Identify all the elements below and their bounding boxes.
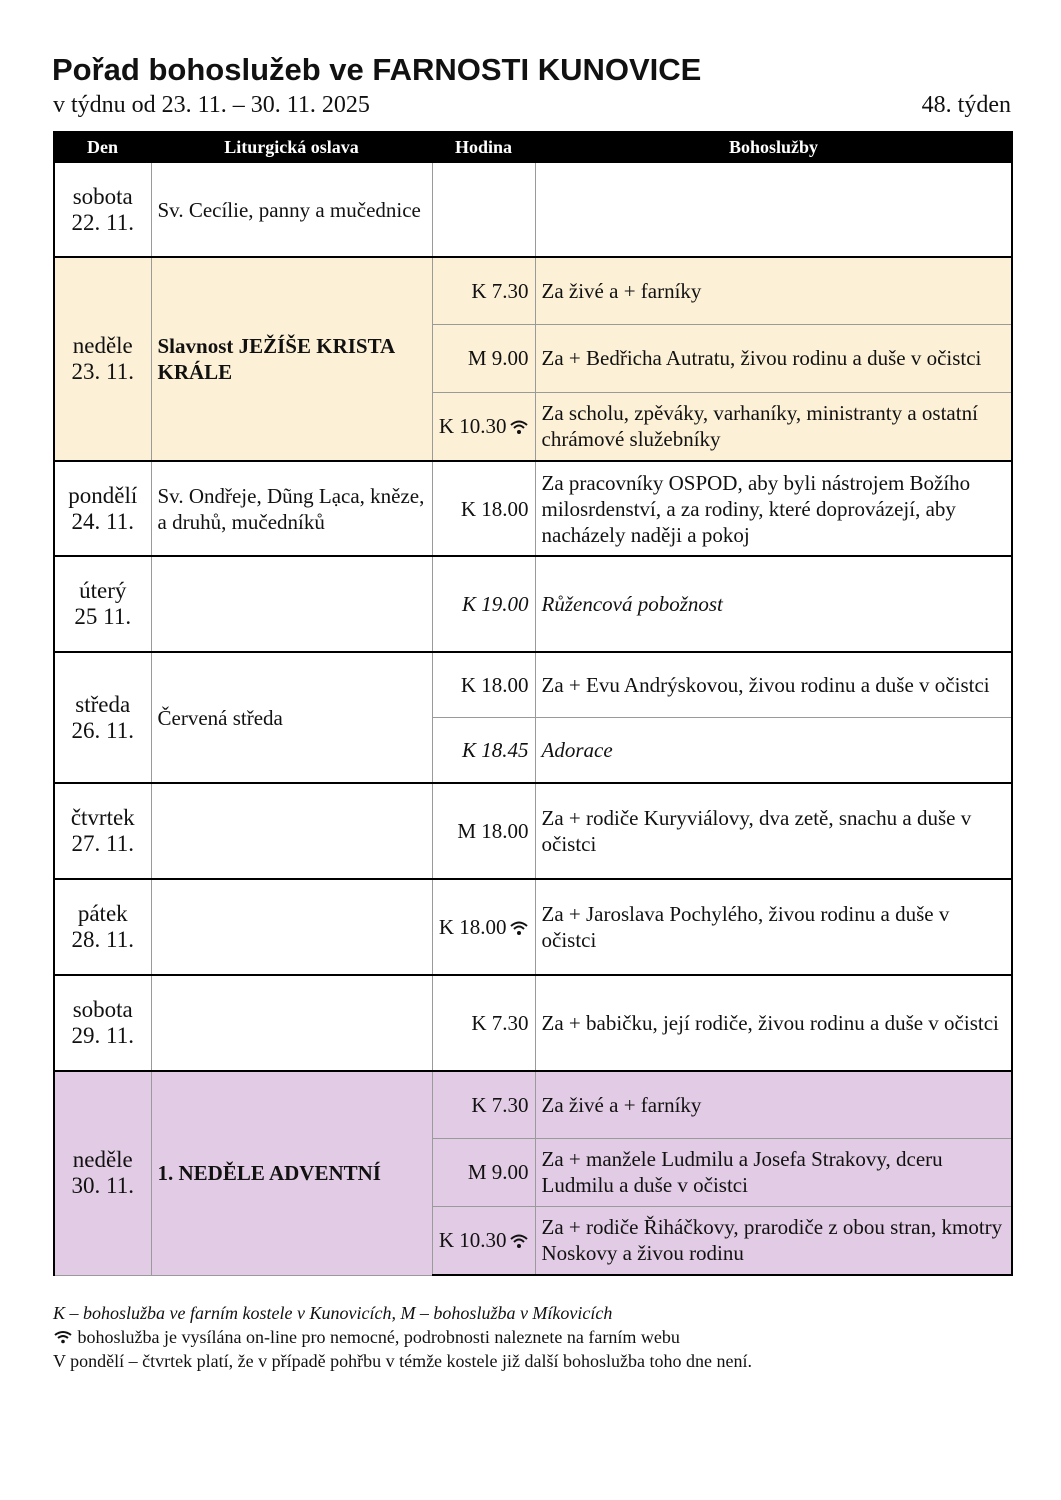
- intention-cell: Za živé a + farníky: [535, 257, 1012, 324]
- day-name: sobota: [72, 997, 133, 1022]
- day-name: pondělí: [68, 482, 138, 508]
- time-cell: [432, 392, 535, 461]
- feast-cell: Slavnost JEŽÍŠE KRISTA KRÁLE: [151, 257, 432, 461]
- intention-cell: Adorace: [535, 717, 1012, 783]
- wifi-icon: [509, 920, 529, 936]
- intention-cell: Za + manžele Ludmilu a Josefa Strakovy, dceru Ludmilu a duše v očistci: [535, 1138, 1012, 1206]
- feast-cell: [151, 783, 432, 879]
- time-cell: K 7.30: [432, 1071, 535, 1138]
- day-cell: [54, 975, 151, 1071]
- time-cell: [432, 1206, 535, 1275]
- time-cell: K 18.00: [432, 652, 535, 717]
- time-cell: K 18.45: [432, 717, 535, 783]
- day-name: neděle: [72, 1147, 133, 1173]
- day-date: 28. 11.: [71, 927, 134, 952]
- footer-legend: K – bohoslužba ve farním kostele v Kunovicích, M – bohoslužba v Míkovicích: [53, 1303, 613, 1323]
- intention-cell: Za + rodiče Kuryviálovy, dva zetě, snachu a duše v očistci: [535, 783, 1012, 879]
- day-date: 27. 11.: [71, 831, 134, 856]
- footer-note: V pondělí – čtvrtek platí, že v případě pohřbu v témže kostele již další bohoslužba toho dne není.: [53, 1351, 752, 1371]
- wifi-icon: [509, 1233, 529, 1249]
- time-cell: M 9.00: [432, 1138, 535, 1206]
- table-row: [54, 783, 1012, 879]
- time-cell: [432, 879, 535, 975]
- time-text: K 10.30: [438, 1228, 507, 1253]
- time-cell: K 7.30: [432, 975, 535, 1071]
- page-title: Pořad bohoslužeb ve FARNOSTI KUNOVICE: [52, 52, 702, 87]
- day-cell: [54, 461, 151, 556]
- table-row: [54, 556, 1012, 652]
- day-date: 22. 11.: [71, 209, 134, 235]
- feast-cell: Sv. Ondřeje, Dũng Lạca, kněze, a druhů, mučedníků: [151, 461, 432, 556]
- day-name: středa: [75, 691, 131, 717]
- table-row: [54, 652, 1012, 717]
- intention-cell: Za scholu, zpěváky, varhaníky, ministranty a ostatní chrámové služebníky: [535, 392, 1012, 461]
- table-row: [54, 461, 1012, 556]
- time-cell: M 18.00: [432, 783, 535, 879]
- day-name: čtvrtek: [70, 805, 135, 830]
- col-header-oslava: Liturgická oslava: [151, 132, 432, 162]
- footer-online-line: [53, 1325, 752, 1349]
- day-date: 24. 11.: [71, 508, 134, 534]
- day-name: úterý: [79, 578, 127, 603]
- day-date: 25 11.: [74, 604, 132, 629]
- day-cell: [54, 257, 151, 461]
- day-date: 23. 11.: [71, 359, 134, 384]
- day-name: neděle: [72, 333, 133, 358]
- page-subtitle: v týdnu od 23. 11. – 30. 11. 2025: [53, 92, 370, 118]
- table-row: [54, 975, 1012, 1071]
- table-header: [54, 132, 1012, 162]
- day-date: 30. 11.: [71, 1173, 134, 1199]
- time-cell: K 7.30: [432, 257, 535, 324]
- table-row: [54, 1071, 1012, 1138]
- intention-cell: Za + Jaroslava Pochylého, živou rodinu a duše v očistci: [535, 879, 1012, 975]
- footer-online-text: bohoslužba je vysílána on-line pro nemocné, podrobnosti naleznete na farním webu: [77, 1327, 680, 1347]
- intention-cell: Za + babičku, její rodiče, živou rodinu a duše v očistci: [535, 975, 1012, 1071]
- intention-cell: Za + rodiče Řiháčkovy, prarodiče z obou stran, kmotry Noskovy a živou rodinu: [535, 1206, 1012, 1275]
- wifi-icon: [509, 419, 529, 435]
- intention-cell: [535, 162, 1012, 257]
- intention-cell: Za + Bedřicha Autratu, živou rodinu a duše v očistci: [535, 324, 1012, 392]
- table-row: [54, 879, 1012, 975]
- table-row: [54, 162, 1012, 257]
- intention-cell: Za živé a + farníky: [535, 1071, 1012, 1138]
- feast-cell: 1. NEDĚLE ADVENTNÍ: [151, 1071, 432, 1275]
- schedule-table: [53, 131, 1013, 1276]
- table-row: [54, 257, 1012, 324]
- col-header-hodina: Hodina: [432, 132, 535, 162]
- day-cell: [54, 783, 151, 879]
- feast-cell: Červená středa: [151, 652, 432, 783]
- footer-notes: [53, 1301, 752, 1373]
- intention-cell: Růžencová pobožnost: [535, 556, 1012, 652]
- time-cell: [432, 162, 535, 257]
- feast-cell: [151, 975, 432, 1071]
- intention-cell: Za pracovníky OSPOD, aby byli nástrojem Božího milosrdenství, a za rodiny, které doprovázejí, aby nacházely naději a pokoj: [535, 461, 1012, 556]
- day-date: 29. 11.: [71, 1023, 134, 1048]
- col-header-den: Den: [54, 132, 151, 162]
- feast-cell: Sv. Cecílie, panny a mučednice: [151, 162, 432, 257]
- col-header-bohosluzby: Bohoslužby: [535, 132, 1012, 162]
- wifi-icon: [53, 1330, 73, 1344]
- day-date: 26. 11.: [71, 717, 134, 743]
- day-cell: [54, 162, 151, 257]
- time-cell: K 18.00: [432, 461, 535, 556]
- week-number: 48. týden: [921, 92, 1011, 118]
- day-cell: [54, 879, 151, 975]
- time-text: K 18.00: [438, 915, 507, 939]
- intention-cell: Za + Evu Andrýskovou, živou rodinu a duše v očistci: [535, 652, 1012, 717]
- day-cell: [54, 1071, 151, 1275]
- time-cell: K 19.00: [432, 556, 535, 652]
- feast-cell: [151, 879, 432, 975]
- day-name: pátek: [77, 901, 128, 926]
- time-cell: M 9.00: [432, 324, 535, 392]
- day-cell: [54, 652, 151, 783]
- day-name: sobota: [72, 183, 133, 209]
- time-text: K 10.30: [438, 414, 507, 439]
- day-cell: [54, 556, 151, 652]
- feast-cell: [151, 556, 432, 652]
